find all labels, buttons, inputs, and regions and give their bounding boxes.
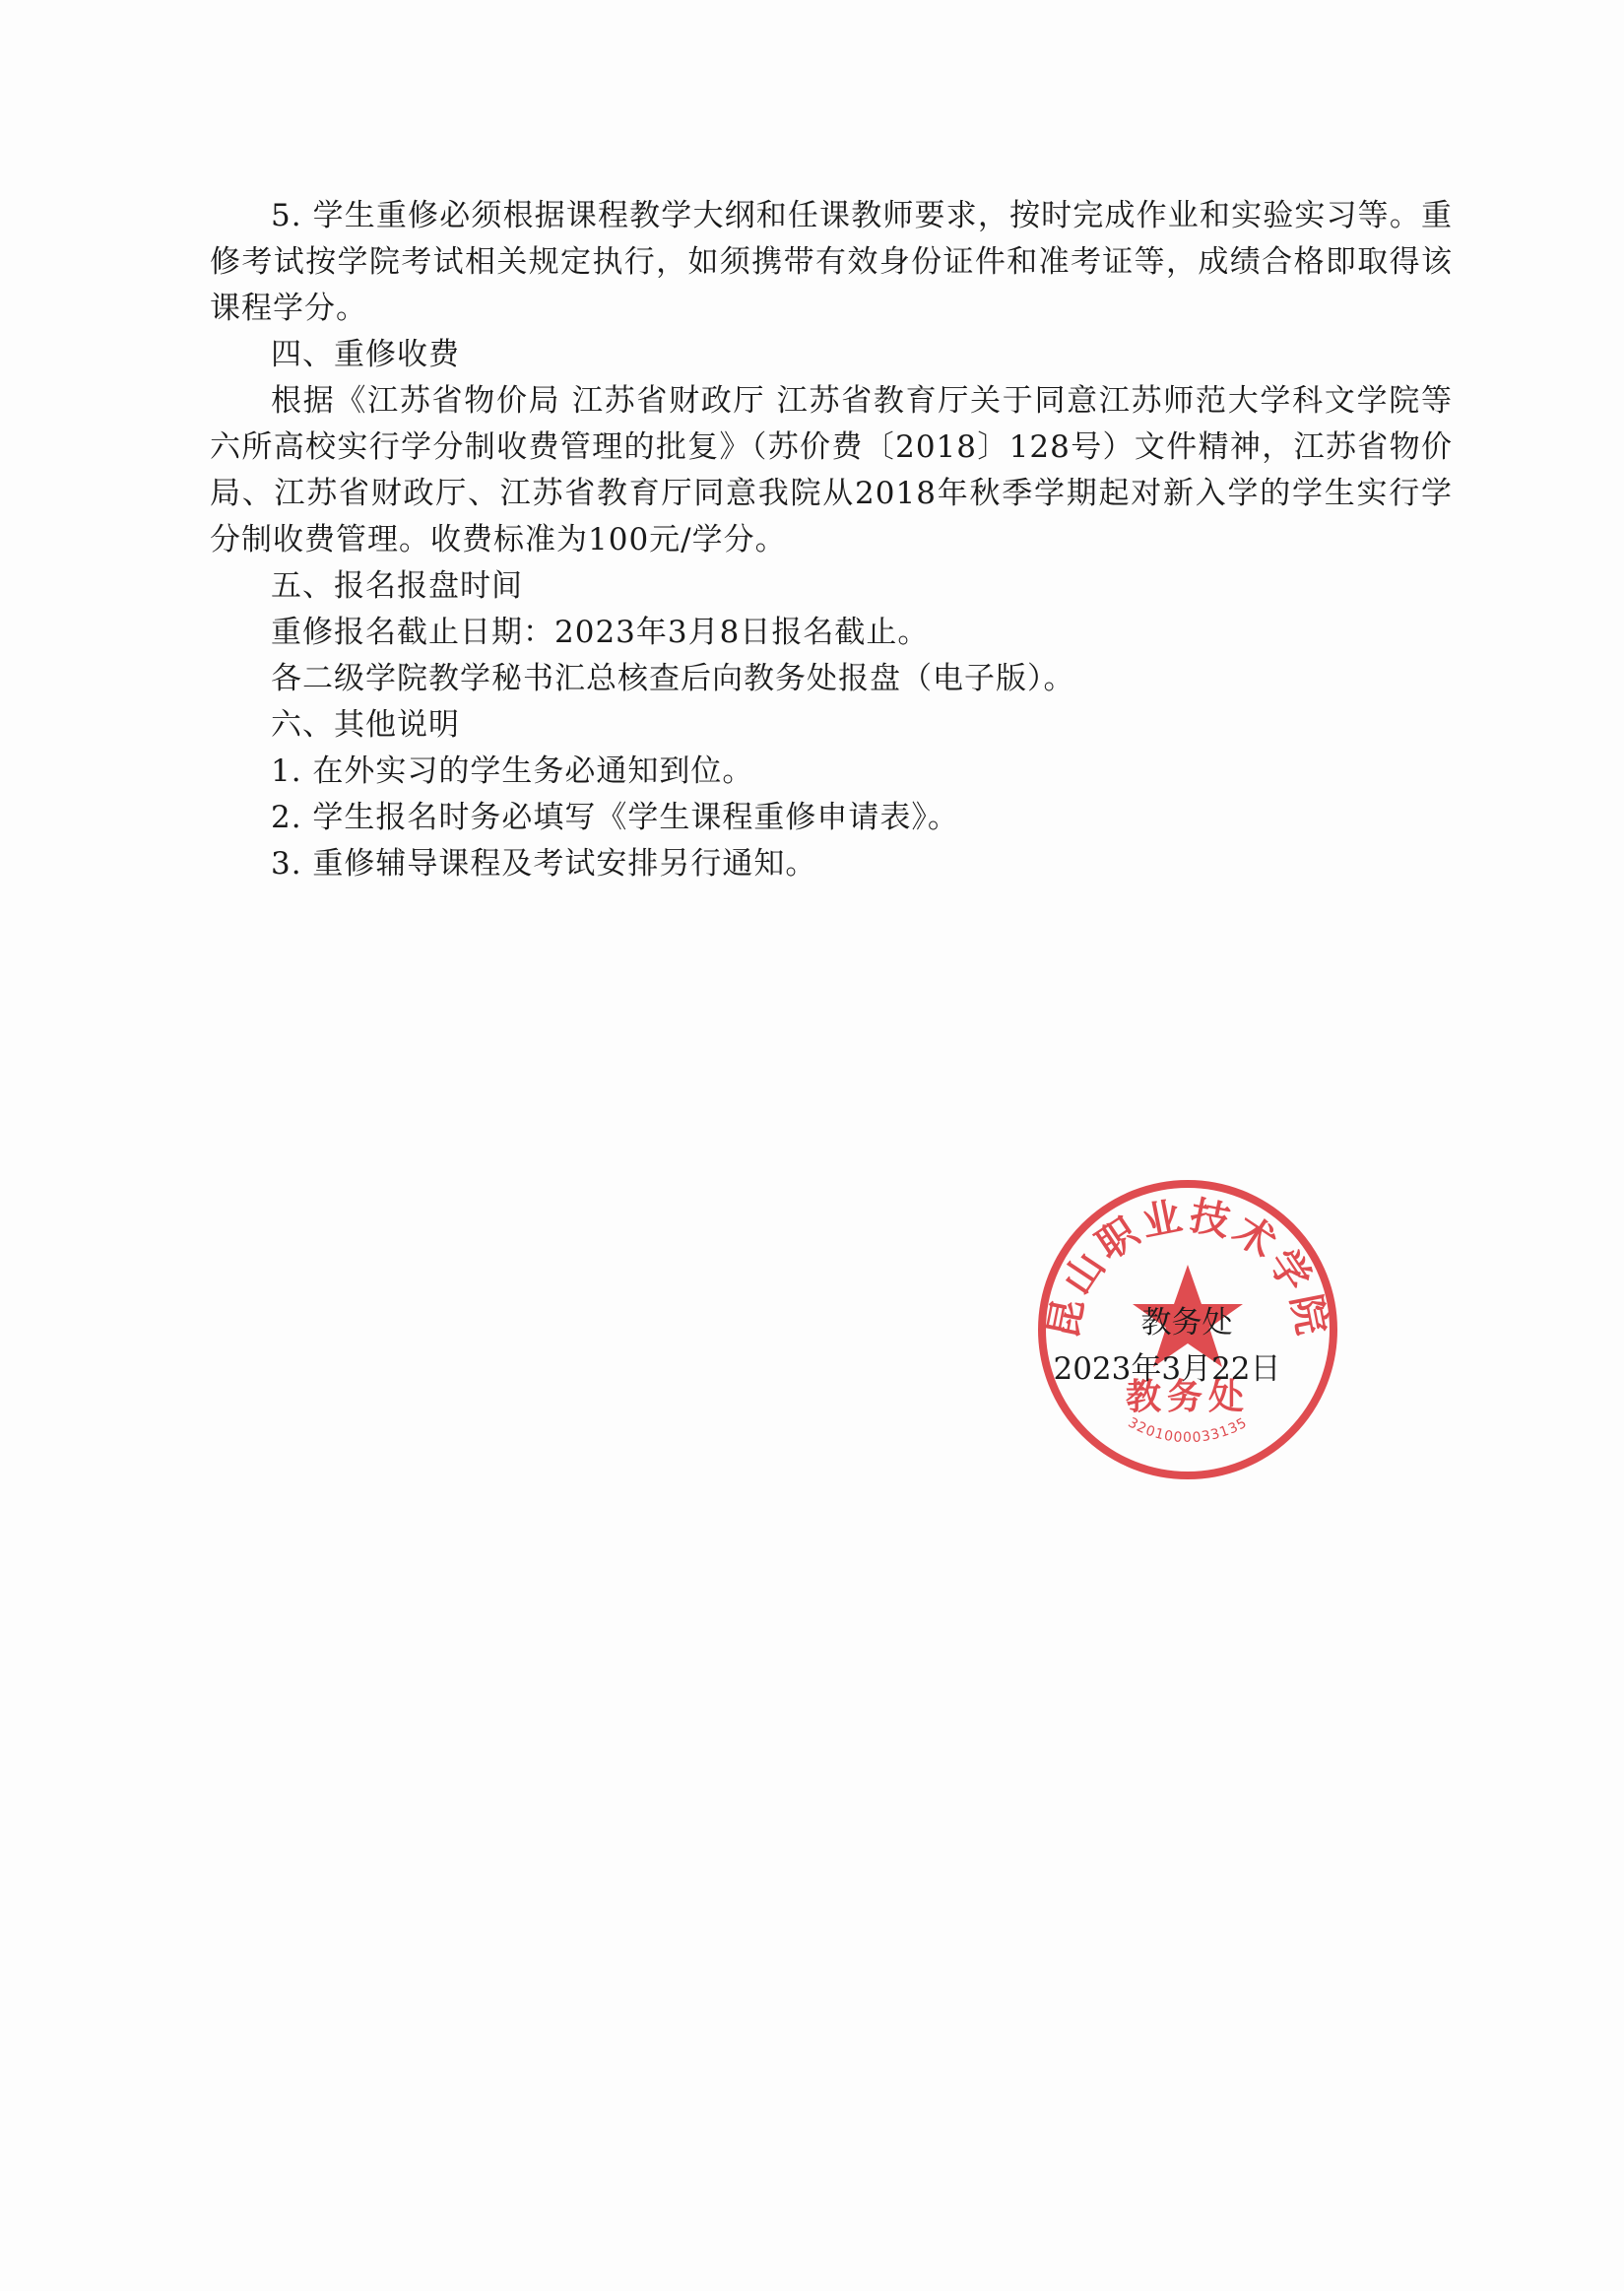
signature-block	[1005, 1300, 1330, 1393]
document-body	[210, 193, 1453, 887]
paragraph-fee-policy: 根据《江苏省物价局 江苏省财政厅 江苏省教育厅关于同意江苏师范大学科文学院等六所高校实行学分制收费管理的批复》（苏价费〔2018〕128号）文件精神，江苏省物价局、江苏省财政厅、江苏省教育厅同意我院从2018年秋季学期起对新入学的学生实行学分制收费管理。收费标准为100元/学分。	[210, 383, 1453, 557]
list-item-note-2: 2. 学生报名时务必填写《学生课程重修申请表》。	[271, 800, 959, 835]
paragraph-registration-deadline: 重修报名截止日期：2023年3月8日报名截止。	[271, 615, 930, 650]
section-heading-fees: 四、重修收费	[271, 337, 460, 372]
signature-date: 2023年3月22日	[1053, 1351, 1281, 1387]
signature-department: 教务处	[1140, 1305, 1233, 1341]
list-item-note-3: 3. 重修辅导课程及考试安排另行通知。	[271, 846, 817, 882]
section-heading-registration-time: 五、报名报盘时间	[271, 568, 523, 604]
seal-arc-text: 昆山职业技术学院	[1040, 1193, 1335, 1342]
paragraph-secretary-submission: 各二级学院教学秘书汇总核查后向教务处报盘（电子版）。	[271, 661, 1075, 696]
list-item-note-1: 1. 在外实习的学生务必通知到位。	[271, 753, 754, 789]
seal-code-text: 3201000033135	[1125, 1414, 1251, 1447]
paragraph-retake-requirements: 5. 学生重修必须根据课程教学大纲和任课教师要求，按时完成作业和实验实习等。重修考试按学院考试相关规定执行，如须携带有效身份证件和准考证等，成绩合格即取得该课程学分。	[210, 198, 1453, 326]
seal-center-text: 教务处	[1125, 1377, 1251, 1417]
section-heading-other-notes: 六、其他说明	[271, 707, 460, 743]
